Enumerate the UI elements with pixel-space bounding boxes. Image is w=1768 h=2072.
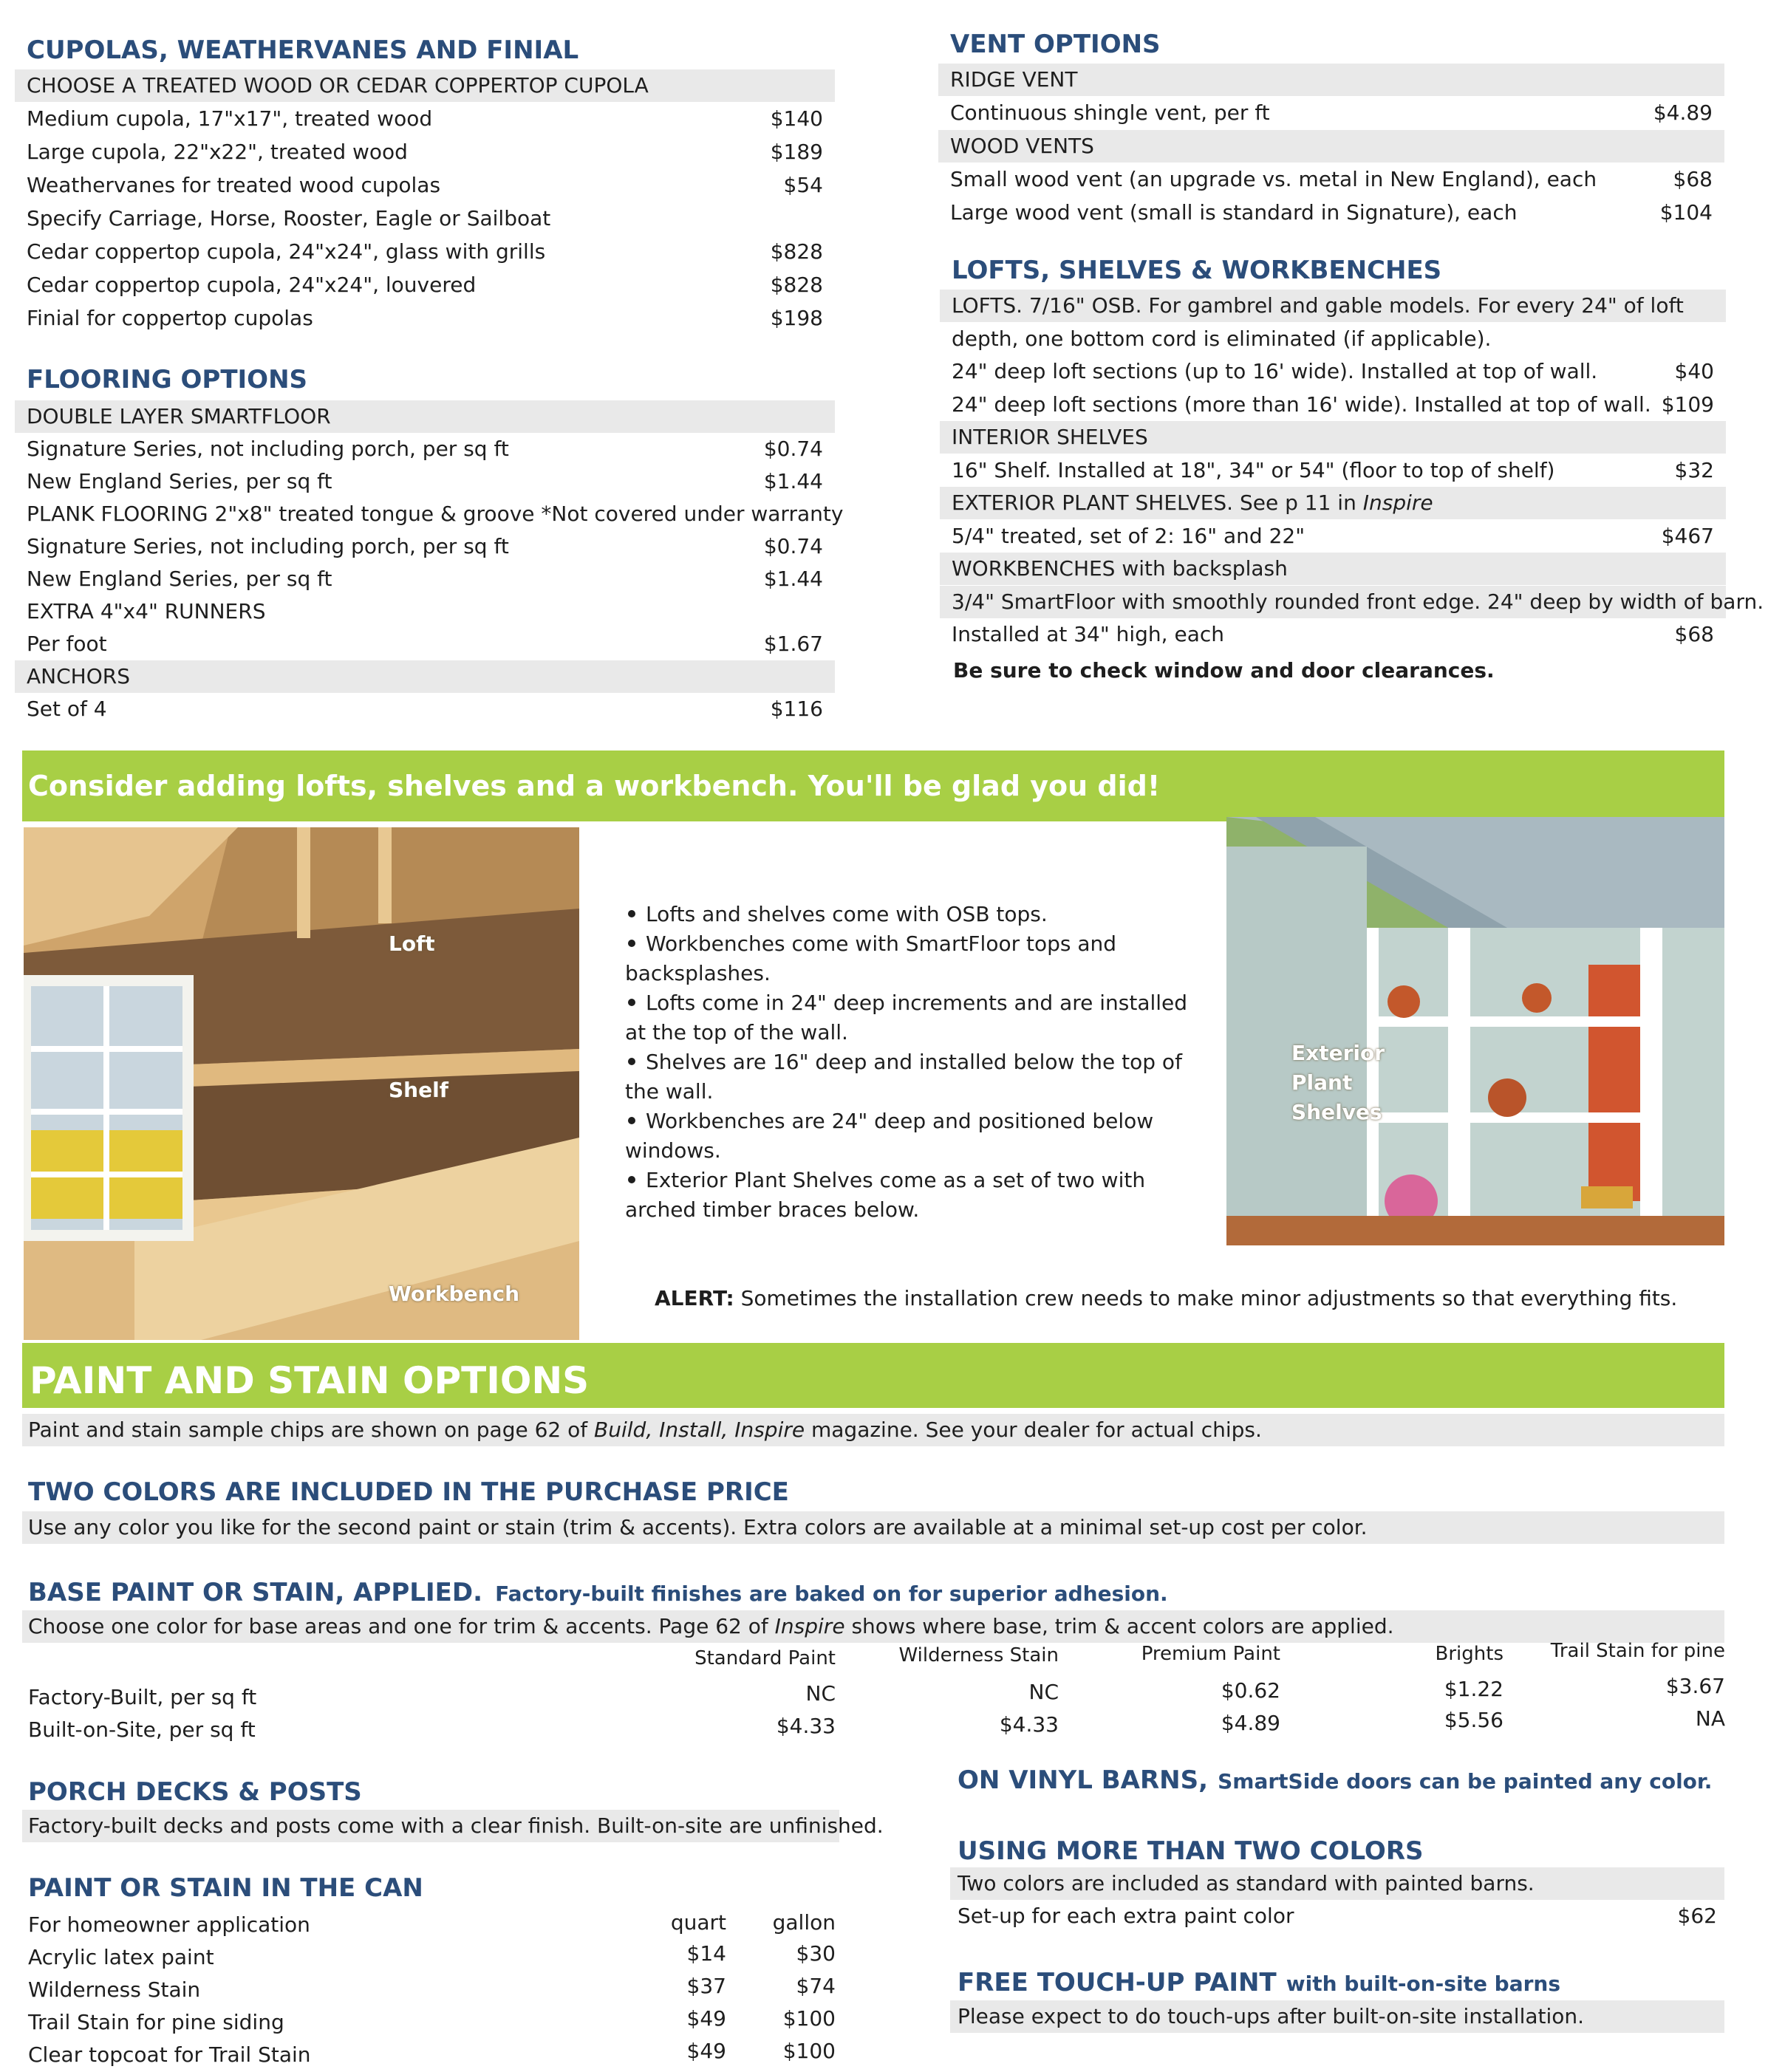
touchup-subheading: with built-on-site barns <box>1286 1972 1561 1996</box>
promo-bullet: Lofts come in 24" deep increments and are installed at the top of the wall. <box>625 991 1188 1044</box>
touchup-text-row <box>950 2000 1724 2033</box>
price-row <box>15 136 835 168</box>
can-row-quart: $37 <box>686 1974 726 1998</box>
price-row-label: LOFTS. 7/16" OSB. For gambrel and gable models. For every 24" of loft <box>952 293 1684 318</box>
price-row-label: ANCHORS <box>27 664 130 688</box>
site-brights: $5.56 <box>1444 1708 1504 1732</box>
promo-title: Consider adding lofts, shelves and a workbench. You'll be glad you did! <box>28 770 1161 802</box>
factory-wilderness: NC <box>1028 1680 1059 1704</box>
price-row <box>15 433 835 465</box>
exterior-label-line2: Plant <box>1291 1070 1353 1095</box>
can-row-label: Wilderness Stain <box>28 1977 201 2002</box>
site-trail: NA <box>1695 1706 1725 1731</box>
price-row-label: WOOD VENTS <box>950 134 1094 158</box>
interior-photo <box>24 827 579 1340</box>
more-colors-row-1 <box>950 1867 1724 1900</box>
base-text-c: shows where base, trim & accent colors are applied. <box>844 1614 1394 1638</box>
price-row-label: Large wood vent (small is standard in Signature), each <box>950 200 1518 225</box>
price-row-price: $4.89 <box>1653 100 1713 125</box>
site-standard: $4.33 <box>776 1714 836 1738</box>
can-row-label: Acrylic latex paint <box>28 1945 214 1969</box>
price-row <box>938 196 1724 229</box>
price-row-label: New England Series, per sq ft <box>27 469 332 493</box>
price-row-label: Small wood vent (an upgrade vs. metal in New England), each <box>950 167 1597 191</box>
flooring-heading: FLOORING OPTIONS <box>27 365 308 394</box>
col-trail-stain: Trail Stain for pine <box>1550 1640 1725 1662</box>
promo-bullets <box>625 900 1201 1225</box>
price-row-price: $0.74 <box>763 534 823 558</box>
more-colors-price: $62 <box>1677 1904 1717 1928</box>
can-row-label: For homeowner application <box>28 1912 310 1937</box>
price-row-price: $189 <box>770 140 823 164</box>
col-brights: Brights <box>1435 1643 1504 1665</box>
workbench-label: Workbench <box>389 1282 520 1306</box>
price-row <box>940 290 1726 322</box>
price-row-label: Set of 4 <box>27 697 107 721</box>
price-row-price: $828 <box>770 273 823 297</box>
price-row <box>15 563 835 595</box>
price-row-label: Cedar coppertop cupola, 24"x24", louvered <box>27 273 477 297</box>
col-wilderness-stain: Wilderness Stain <box>898 1644 1059 1666</box>
price-row <box>15 169 835 202</box>
col-premium-paint: Premium Paint <box>1141 1643 1280 1665</box>
price-row <box>940 421 1726 454</box>
price-row <box>15 400 835 433</box>
price-row-price: $68 <box>1673 167 1713 191</box>
touchup-text: Please expect to do touch-ups after built-on-site installation. <box>958 2004 1585 2028</box>
cupolas-heading: CUPOLAS, WEATHERVANES AND FINIAL <box>27 35 579 65</box>
price-row-price: $116 <box>770 697 823 721</box>
factory-brights: $1.22 <box>1444 1677 1504 1701</box>
price-row <box>938 64 1724 96</box>
can-row-quart: $14 <box>686 1941 726 1966</box>
exterior-label-line3: Shelves <box>1291 1100 1382 1124</box>
alert-line <box>655 1282 1677 1315</box>
price-row <box>15 693 835 725</box>
price-row-label: 24" deep loft sections (more than 16' wide). Installed at top of wall. <box>952 392 1651 417</box>
price-row <box>15 530 835 563</box>
base-text-row <box>22 1610 1724 1643</box>
vinyl-heading: ON VINYL BARNS, <box>958 1765 1209 1795</box>
price-row-price: $40 <box>1674 359 1714 383</box>
price-row <box>15 236 835 268</box>
factory-trail: $3.67 <box>1665 1674 1725 1698</box>
paint-intro-text-c: magazine. See your dealer for actual chips. <box>805 1418 1262 1442</box>
price-row-price: $140 <box>770 106 823 131</box>
price-row-price: $104 <box>1659 200 1713 225</box>
price-row <box>938 163 1724 196</box>
price-row <box>15 628 835 660</box>
can-row-quart: $49 <box>686 2039 726 2063</box>
col-standard-paint: Standard Paint <box>694 1647 836 1669</box>
shelf-label: Shelf <box>389 1078 448 1102</box>
price-row-price: $198 <box>770 306 823 330</box>
price-row-price: $68 <box>1674 622 1714 646</box>
price-row <box>15 595 835 628</box>
can-row-label: Trail Stain for pine siding <box>28 2010 284 2034</box>
can-row-gallon: $100 <box>782 2006 836 2031</box>
price-row-label: Large cupola, 22"x22", treated wood <box>27 140 408 164</box>
bullet-icon <box>628 1176 635 1183</box>
price-row-price: $54 <box>783 173 823 197</box>
more-colors-text-2: Set-up for each extra paint color <box>958 1904 1294 1928</box>
price-row-label: Cedar coppertop cupola, 24"x24", glass with grills <box>27 239 546 264</box>
price-row-label: 3/4" SmartFloor with smoothly rounded front edge. 24" deep by width of barn. <box>952 589 1764 614</box>
price-row-label: CHOOSE A TREATED WOOD OR CEDAR COPPERTOP CUPOLA <box>27 73 649 98</box>
price-row <box>938 130 1724 163</box>
exterior-label-line1: Exterior <box>1291 1041 1385 1065</box>
price-row-price: $109 <box>1661 392 1714 417</box>
can-row-gallon: $74 <box>796 1974 836 1998</box>
price-row <box>938 97 1724 129</box>
lofts-heading: LOFTS, SHELVES & WORKBENCHES <box>952 256 1442 285</box>
price-row-label: EXTERIOR PLANT SHELVES. See p 11 in Inspire <box>952 490 1433 515</box>
two-colors-text-row <box>22 1511 1724 1544</box>
price-row <box>940 323 1726 355</box>
more-colors-heading: USING MORE THAN TWO COLORS <box>958 1836 1424 1866</box>
price-row-price: $32 <box>1674 457 1714 482</box>
price-row-label: Installed at 34" high, each <box>952 622 1225 646</box>
factory-built-label: Factory-Built, per sq ft <box>28 1685 257 1709</box>
price-row <box>15 498 844 530</box>
price-row-label: DOUBLE LAYER SMARTFLOOR <box>27 404 331 428</box>
price-row <box>15 103 835 135</box>
promo-bullet: Lofts and shelves come with OSB tops. <box>625 900 1201 929</box>
promo-bullet: Workbenches come with SmartFloor tops and backsplashes. <box>625 931 1117 985</box>
price-row <box>940 553 1726 585</box>
col-gallon: gallon <box>772 1910 836 1935</box>
price-row <box>15 465 835 498</box>
base-heading: BASE PAINT OR STAIN, APPLIED. <box>28 1578 482 1607</box>
can-row-label: Clear topcoat for Trail Stain <box>28 2042 311 2067</box>
two-colors-text: Use any color you like for the second paint or stain (trim & accents). Extra colors are available at a minimal set-up cost per color. <box>28 1515 1368 1539</box>
exterior-photo-illustration <box>1226 817 1724 1245</box>
price-row <box>940 586 1764 618</box>
price-row-label: Continuous shingle vent, per ft <box>950 100 1270 125</box>
price-row <box>940 355 1726 388</box>
promo-bullet: Shelves are 16" deep and installed below the top of the wall. <box>625 1050 1182 1104</box>
promo-bullet: Exterior Plant Shelves come as a set of two with arched timber braces below. <box>625 1168 1146 1222</box>
vinyl-subheading: SmartSide doors can be painted any color. <box>1218 1769 1713 1794</box>
base-subheading: Factory-built finishes are baked on for superior adhesion. <box>495 1582 1168 1606</box>
factory-premium: $0.62 <box>1221 1678 1280 1703</box>
paint-intro-magazine: Build, Install, Inspire <box>594 1418 805 1442</box>
exterior-photo <box>1226 817 1724 1245</box>
price-row <box>940 487 1726 519</box>
base-text-inspire: Inspire <box>774 1614 845 1638</box>
touchup-line <box>958 1968 1560 1997</box>
price-row-price: $1.44 <box>763 469 823 493</box>
touchup-heading: FREE TOUCH-UP PAINT <box>958 1968 1277 1997</box>
bullet-icon <box>628 1058 635 1065</box>
can-row-gallon: $30 <box>796 1941 836 1966</box>
price-row-price: $467 <box>1661 523 1714 548</box>
price-row-label: WORKBENCHES with backsplash <box>952 556 1288 581</box>
price-row-price: $828 <box>770 239 823 264</box>
can-row-quart: $49 <box>686 2006 726 2031</box>
bullet-icon <box>628 910 635 917</box>
price-row-label: EXTRA 4"x4" RUNNERS <box>27 599 266 623</box>
paint-title: PAINT AND STAIN OPTIONS <box>30 1359 590 1402</box>
price-row-label: New England Series, per sq ft <box>27 567 332 591</box>
price-row <box>15 69 835 102</box>
price-row-label: INTERIOR SHELVES <box>952 425 1148 449</box>
price-row-label: Signature Series, not including porch, per sq ft <box>27 437 509 461</box>
price-row-label: 16" Shelf. Installed at 18", 34" or 54" (floor to top of shelf) <box>952 457 1555 482</box>
paint-intro <box>22 1414 1724 1446</box>
price-row-label: depth, one bottom cord is eliminated (if applicable). <box>952 326 1492 351</box>
price-row-label: Specify Carriage, Horse, Rooster, Eagle or Sailboat <box>27 206 551 230</box>
loft-label: Loft <box>389 931 435 956</box>
price-row-price: $0.74 <box>763 437 823 461</box>
price-row-label: 5/4" treated, set of 2: 16" and 22" <box>952 523 1305 548</box>
more-colors-row-2 <box>950 1900 1724 1932</box>
price-row <box>15 660 835 693</box>
alert-label: ALERT: <box>655 1286 734 1310</box>
interior-photo-illustration <box>24 827 579 1340</box>
price-row-label: RIDGE VENT <box>950 67 1078 92</box>
more-colors-text-1: Two colors are included as standard with painted barns. <box>958 1871 1535 1895</box>
site-premium: $4.89 <box>1221 1711 1280 1735</box>
price-row-price: $1.44 <box>763 567 823 591</box>
price-row <box>15 302 835 335</box>
price-row <box>940 389 1726 421</box>
vent-heading: VENT OPTIONS <box>950 30 1161 59</box>
porch-text-row <box>22 1810 884 1842</box>
factory-standard: NC <box>805 1681 836 1706</box>
promo-bullet: Workbenches are 24" deep and positioned below windows. <box>625 1109 1154 1163</box>
base-heading-line <box>28 1578 1168 1607</box>
price-row-label: Signature Series, not including porch, per sq ft <box>27 534 509 558</box>
clearance-note: Be sure to check window and door clearances. <box>953 658 1495 683</box>
bullet-icon <box>628 999 635 1006</box>
price-row-label: Finial for coppertop cupolas <box>27 306 313 330</box>
price-row <box>940 454 1726 487</box>
price-row-label: Per foot <box>27 632 107 656</box>
built-on-site-label: Built-on-Site, per sq ft <box>28 1717 256 1742</box>
price-row-label: Weathervanes for treated wood cupolas <box>27 173 441 197</box>
price-row-label: Medium cupola, 17"x17", treated wood <box>27 106 433 131</box>
porch-text: Factory-built decks and posts come with a clear finish. Built-on-site are unfinished. <box>28 1813 884 1838</box>
vinyl-line <box>958 1765 1712 1795</box>
price-row <box>940 618 1726 651</box>
can-heading: PAINT OR STAIN IN THE CAN <box>28 1873 423 1903</box>
paint-intro-text-a: Paint and stain sample chips are shown on page 62 of <box>28 1418 595 1442</box>
alert-text: Sometimes the installation crew needs to make minor adjustments so that everything fits. <box>740 1286 1678 1310</box>
price-row-label: PLANK FLOORING 2"x8" treated tongue & groove *Not covered under warranty <box>27 502 844 526</box>
price-row <box>15 269 835 301</box>
price-row <box>940 520 1726 553</box>
base-text-a: Choose one color for base areas and one for trim & accents. Page 62 of <box>28 1614 775 1638</box>
price-row <box>15 202 835 235</box>
bullet-icon <box>628 940 635 947</box>
site-wilderness: $4.33 <box>999 1712 1059 1737</box>
price-row-label: 24" deep loft sections (up to 16' wide). Installed at top of wall. <box>952 359 1598 383</box>
bullet-icon <box>628 1117 635 1124</box>
price-row-price: $1.67 <box>763 632 823 656</box>
col-quart: quart <box>670 1910 726 1935</box>
two-colors-heading: TWO COLORS ARE INCLUDED IN THE PURCHASE PRICE <box>28 1477 789 1507</box>
can-row-gallon: $100 <box>782 2039 836 2063</box>
porch-heading: PORCH DECKS & POSTS <box>28 1777 362 1807</box>
